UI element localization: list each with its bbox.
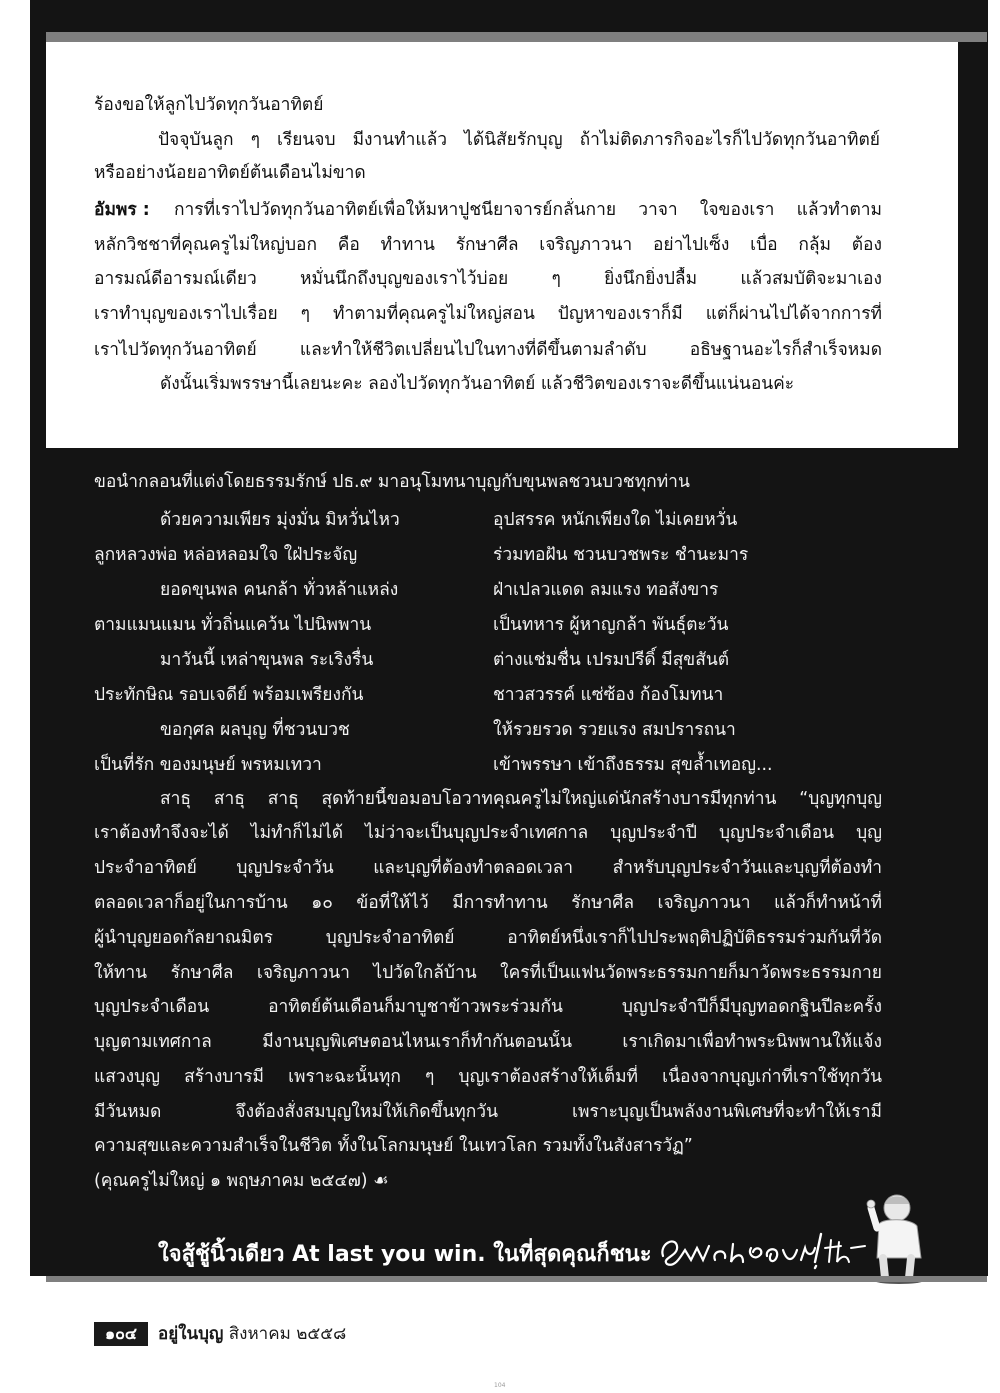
- poem-left-verse: เป็นที่รัก ของมนุษย์ พรหมเทวา: [94, 755, 322, 775]
- speaker-line: เราไปวัดทุกวันอาทิตย์ และทำให้ชีวิตเปลี่ยนไปในทางที่ดีขึ้นตามลำดับ อธิษฐานอะไรก็สำเร็จหมด: [94, 340, 882, 360]
- poem-right-verse: ให้รวยรวด รวยแรง สมปรารถนา: [493, 720, 736, 740]
- closing-line: ประจำอาทิตย์ บุญประจำวัน และบุญที่ต้องทำตลอดเวลา สำหรับบุญประจำวันและบุญที่ต้องทำ: [94, 858, 882, 878]
- closing-line: มีวันหมด จึงต้องสั่งสมบุญใหม่ให้เกิดขึ้นทุกวัน เพราะบุญเป็นพลังงานพิเศษที่จะทำให้เรามี: [94, 1102, 882, 1122]
- poem-left-verse: มาวันนี้ เหล่าขุนพล ระเริงรื่น: [160, 650, 374, 670]
- poem-left-verse: ตามแมนแมน ทั่วถิ่นแคว้น ไปนิพพาน: [94, 615, 372, 635]
- speaker-line: การที่เราไปวัดทุกวันอาทิตย์เพื่อให้มหาปูชนียาจารย์กลั่นกาย วาจา ใจของเรา แล้วทำตาม: [174, 200, 882, 220]
- footer-issue: [158, 1322, 346, 1346]
- poem-left-verse: ยอดขุนพล คนกล้า ทั่วหล้าแหล่ง: [160, 580, 399, 600]
- magazine-name: อยู่ในบุญ: [158, 1324, 224, 1344]
- speaker-label: อัมพร :: [94, 200, 150, 220]
- poem-intro: ขอนำกลอนที่แต่งโดยธรรมรักษ์ ปธ.๙ มาอนุโมทนาบุญกับขุนพลชวนบวชทุกท่าน: [94, 472, 690, 492]
- cartoon-thumbs-up-figure: [863, 1188, 935, 1284]
- poem-right-verse: เป็นทหาร ผู้หาญกล้า พันธุ์ตะวัน: [493, 615, 729, 635]
- bottom-gray-rule: [46, 1276, 987, 1282]
- poem-right-verse: ร่วมทอฝัน ชวนบวชพระ ชำนะมาร: [493, 545, 749, 565]
- poem-left-verse: ลูกหลวงพ่อ หล่อหลอมใจ ใฝ่ประจัญ: [94, 545, 358, 565]
- tiny-page-number: 104: [494, 1382, 506, 1389]
- speaker-line: หลักวิชชาที่คุณครูไม่ใหญ่บอก คือ ทำทาน รักษาศีล เจริญภาวนา อย่าไปเซ็ง เบื่อ กลุ้ม ต้อง: [94, 235, 882, 255]
- poem-right-verse: เข้าพรรษา เข้าถึงธรรม สุขล้ำเทอญ...: [493, 755, 773, 775]
- top-gray-rule: [46, 32, 987, 42]
- quote-citation: (คุณครูไม่ใหญ่ ๑ พฤษภาคม ๒๕๔๗) ☙: [94, 1171, 389, 1191]
- testimonial-line: ปัจจุบันลูก ๆ เรียนจบ มีงานทำแล้ว ได้นิสัยรักบุญ ถ้าไม่ติดภารกิจอะไรก็ไปวัดทุกวันอาทิตย์: [158, 130, 880, 150]
- closing-line: บุญตามเทศกาล มีงานบุญพิเศษตอนไหนเราก็ทำกันตอนนั้น เราเกิดมาเพื่อทำพระนิพพานให้แจ้ง: [94, 1032, 882, 1052]
- closing-line: บุญประจำเดือน อาทิตย์ต้นเดือนก็มาบูชาข้าวพระร่วมกัน บุญประจำปีก็มีบุญทอดกฐินปีละครั้ง: [94, 997, 882, 1017]
- closing-line: ความสุขและความสำเร็จในชีวิต ทั้งในโลกมนุษย์ ในเทวโลก รวมทั้งในสังสารวัฏ”: [94, 1136, 693, 1156]
- speaker-line: เราทำบุญของเราไปเรื่อย ๆ ทำตามที่คุณครูไม่ใหญ่สอน ปัญหาของเราก็มี แต่ก็ผ่านไปได้จากการที่: [94, 304, 882, 324]
- closing-line: ให้ทาน รักษาศีล เจริญภาวนา ไปวัดใกล้บ้าน ใครที่เป็นแฟนวัดพระธรรมกายก็มาวัดพระธรรมกาย: [94, 963, 882, 983]
- poem-left-verse: ขอกุศล ผลบุญ ที่ชวนบวช: [160, 720, 350, 740]
- issue-date: สิงหาคม ๒๕๕๘: [228, 1324, 347, 1344]
- testimonial-line: หรืออย่างน้อยอาทิตย์ต้นเดือนไม่ขาด: [94, 163, 366, 183]
- handwritten-signature: [655, 1226, 875, 1270]
- tagline: ใจสู้ชู้นิ้วเดียว At last you win. ในที่สุดคุณก็ชนะ: [158, 1242, 652, 1267]
- closing-line: ตลอดเวลาก็อยู่ในการบ้าน ๑๐ ข้อที่ให้ไว้ มีการทำทาน รักษาศีล เจริญภาวนา แล้วก็ทำหน้าที่: [94, 893, 882, 913]
- poem-right-verse: อุปสรรค หนักเพียงใด ไม่เคยหวั่น: [493, 510, 738, 530]
- closing-line: แสวงบุญ สร้างบารมี เพราะฉะนั้นทุก ๆ บุญเราต้องสร้างให้เต็มที่ เนื่องจากบุญเก่าที่เราใช้ทุกวัน: [94, 1067, 882, 1087]
- closing-line: เราต้องทำจึงจะได้ ไม่ทำก็ไม่ได้ ไม่ว่าจะเป็นบุญประจำเทศกาล บุญประจำปี บุญประจำเดือน บุญ: [94, 823, 882, 843]
- poem-right-verse: ฝ่าเปลวแดด ลมแรง ทอสังขาร: [493, 580, 719, 600]
- poem-right-verse: ชาวสวรรค์ แซ่ซ้อง ก้องโมทนา: [493, 685, 724, 705]
- speaker-line: ดังนั้นเริ่มพรรษานี้เลยนะคะ ลองไปวัดทุกวันอาทิตย์ แล้วชีวิตของเราจะดีขึ้นแน่นอนค่ะ: [160, 374, 795, 394]
- page-number: ๑๐๔: [94, 1322, 148, 1346]
- poem-right-verse: ต่างแช่มชื่น เปรมปรีดิ์ มีสุขสันต์: [493, 650, 729, 670]
- poem-left-verse: ประทักษิณ รอบเจดีย์ พร้อมเพรียงกัน: [94, 685, 364, 705]
- poem-left-verse: ด้วยความเพียร มุ่งมั่น มิหวั่นไหว: [160, 510, 400, 530]
- closing-line: ผู้นำบุญยอดกัลยาณมิตร บุญประจำอาทิตย์ อาทิตย์หนึ่งเราก็ไปประพฤติปฏิบัติธรรมร่วมกันที่วัด: [94, 928, 882, 948]
- closing-line: สาธุ สาธุ สาธุ สุดท้ายนี้ขอมอบโอวาทคุณครูไม่ใหญ่แด่นักสร้างบารมีทุกท่าน “บุญทุกบุญ: [160, 789, 882, 809]
- speaker-line: อารมณ์ดีอารมณ์เดียว หมั่นนึกถึงบุญของเราไว้บ่อย ๆ ยิ่งนึกยิ่งปลื้ม แล้วสมบัติจะมาเอง: [94, 269, 882, 289]
- testimonial-line: ร้องขอให้ลูกไปวัดทุกวันอาทิตย์: [94, 95, 324, 115]
